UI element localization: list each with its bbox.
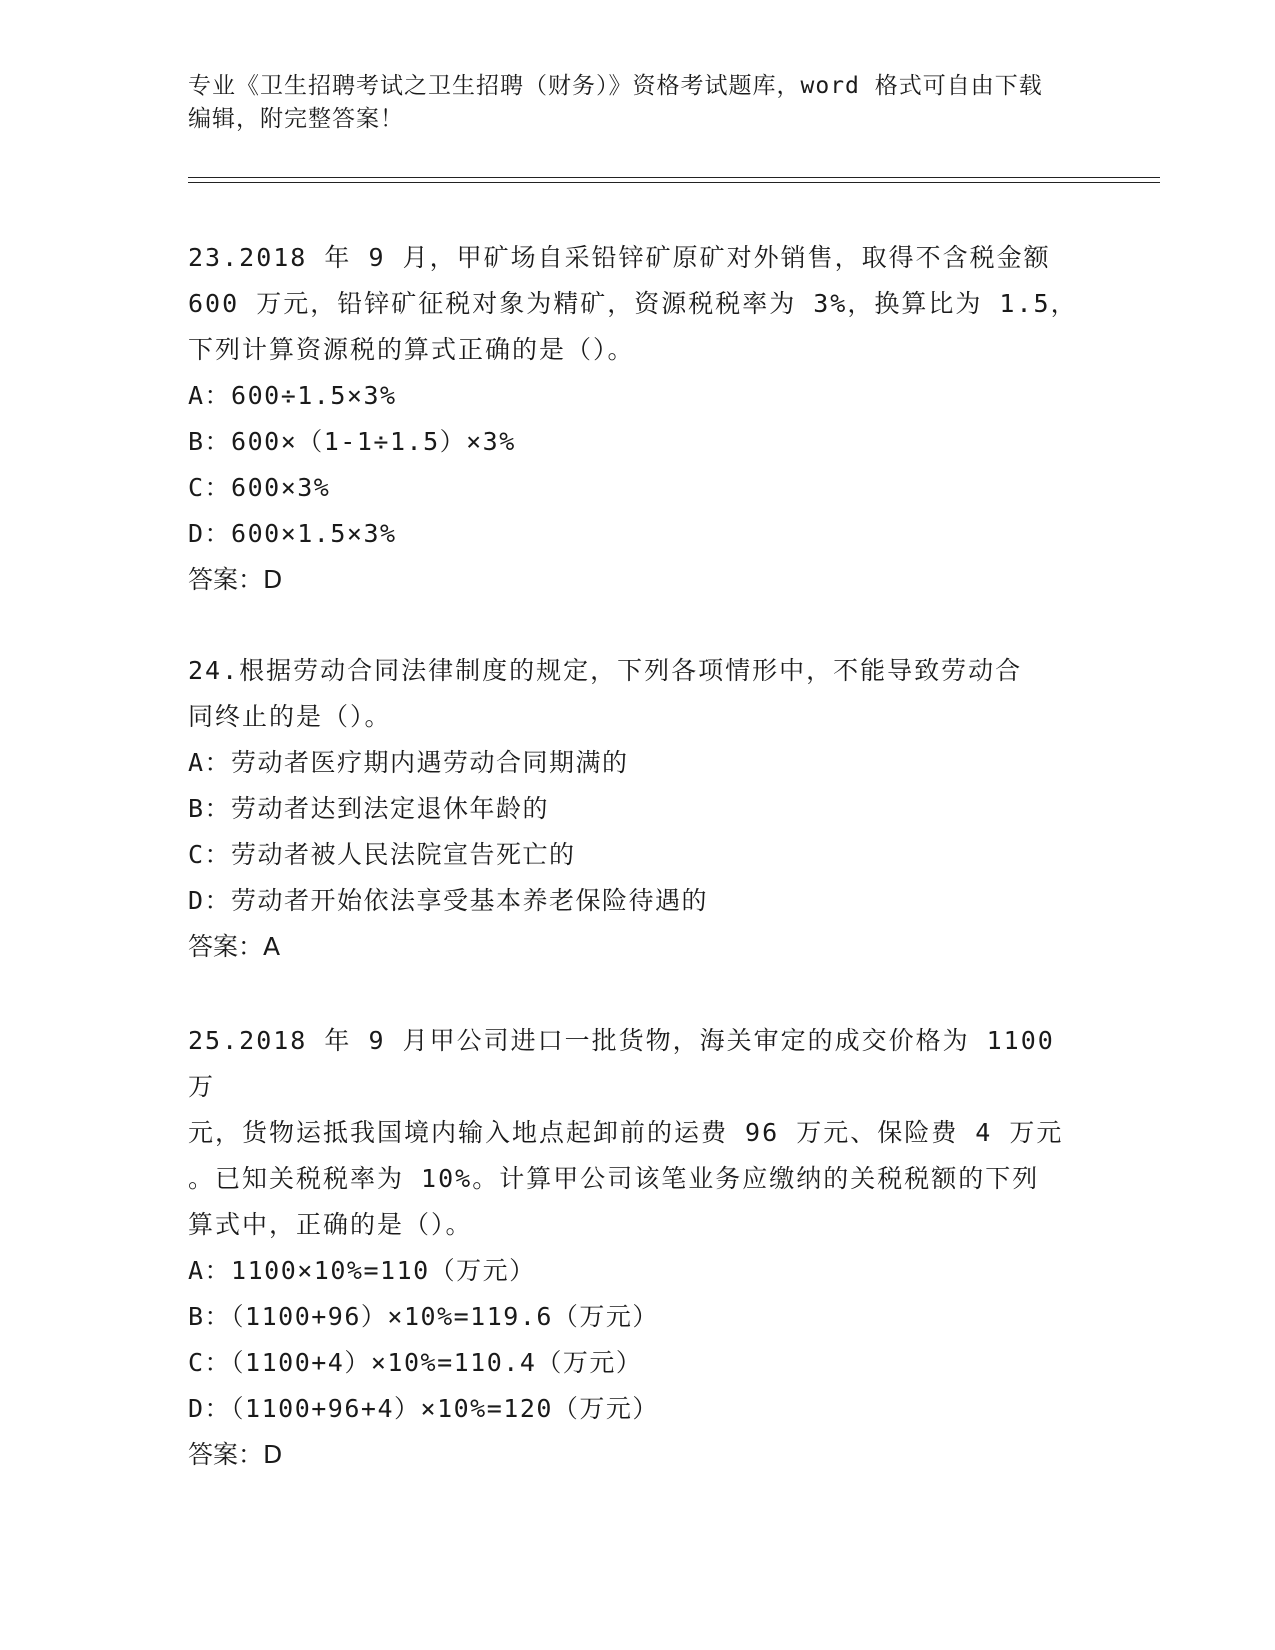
option-d: D：600×1.5×3% <box>188 519 397 548</box>
option-c: C：（1100+4）×10%=110.4（万元） <box>188 1348 643 1377</box>
question-24 <box>188 648 1088 970</box>
answer-label: 答案：D <box>188 565 283 594</box>
stem-line: 23.2018 年 9 月，甲矿场自采铅锌矿原矿对外销售，取得不含税金额 <box>188 243 1051 272</box>
option-a: A：600÷1.5×3% <box>188 381 397 410</box>
question-23 <box>188 235 1088 603</box>
header-divider-top <box>188 177 1160 178</box>
question-stem <box>188 648 1088 740</box>
header-divider-bottom <box>188 182 1160 183</box>
stem-line: 25.2018 年 9 月甲公司进口一批货物，海关审定的成交价格为 1100 万 <box>188 1026 1055 1101</box>
stem-line: 算式中，正确的是（）。 <box>188 1210 473 1239</box>
question-25 <box>188 1018 1088 1478</box>
stem-line: 24.根据劳动合同法律制度的规定，下列各项情形中，不能导致劳动合 <box>188 656 1023 685</box>
question-stem <box>188 235 1088 373</box>
stem-line: 下列计算资源税的算式正确的是（）。 <box>188 335 635 364</box>
option-b: B：劳动者达到法定退休年龄的 <box>188 794 550 823</box>
option-c: C：600×3% <box>188 473 331 502</box>
option-b: B：（1100+96）×10%=119.6（万元） <box>188 1302 659 1331</box>
option-a: A：劳动者医疗期内遇劳动合同期满的 <box>188 748 629 777</box>
option-a: A：1100×10%=110（万元） <box>188 1256 536 1285</box>
document-header <box>188 70 1088 136</box>
stem-line: 600 万元，铅锌矿征税对象为精矿，资源税税率为 3%，换算比为 1.5， <box>188 289 1078 318</box>
answer-label: 答案：A <box>188 932 281 961</box>
answer-label: 答案：D <box>188 1440 283 1469</box>
option-d: D：（1100+96+4）×10%=120（万元） <box>188 1394 659 1423</box>
option-c: C：劳动者被人民法院宣告死亡的 <box>188 840 576 869</box>
option-d: D：劳动者开始依法享受基本养老保险待遇的 <box>188 886 709 915</box>
stem-line: 。已知关税税率为 10%。计算甲公司该笔业务应缴纳的关税税额的下列 <box>188 1164 1040 1193</box>
stem-line: 元，货物运抵我国境内输入地点起卸前的运费 96 万元、保险费 4 万元 <box>188 1118 1064 1147</box>
question-stem <box>188 1018 1088 1248</box>
option-b: B：600×（1-1÷1.5）×3% <box>188 427 516 456</box>
header-line-2: 编辑，附完整答案！ <box>188 106 404 132</box>
stem-line: 同终止的是（）。 <box>188 702 392 731</box>
header-line-1: 专业《卫生招聘考试之卫生招聘（财务）》资格考试题库，word 格式可自由下载 <box>188 73 1043 99</box>
